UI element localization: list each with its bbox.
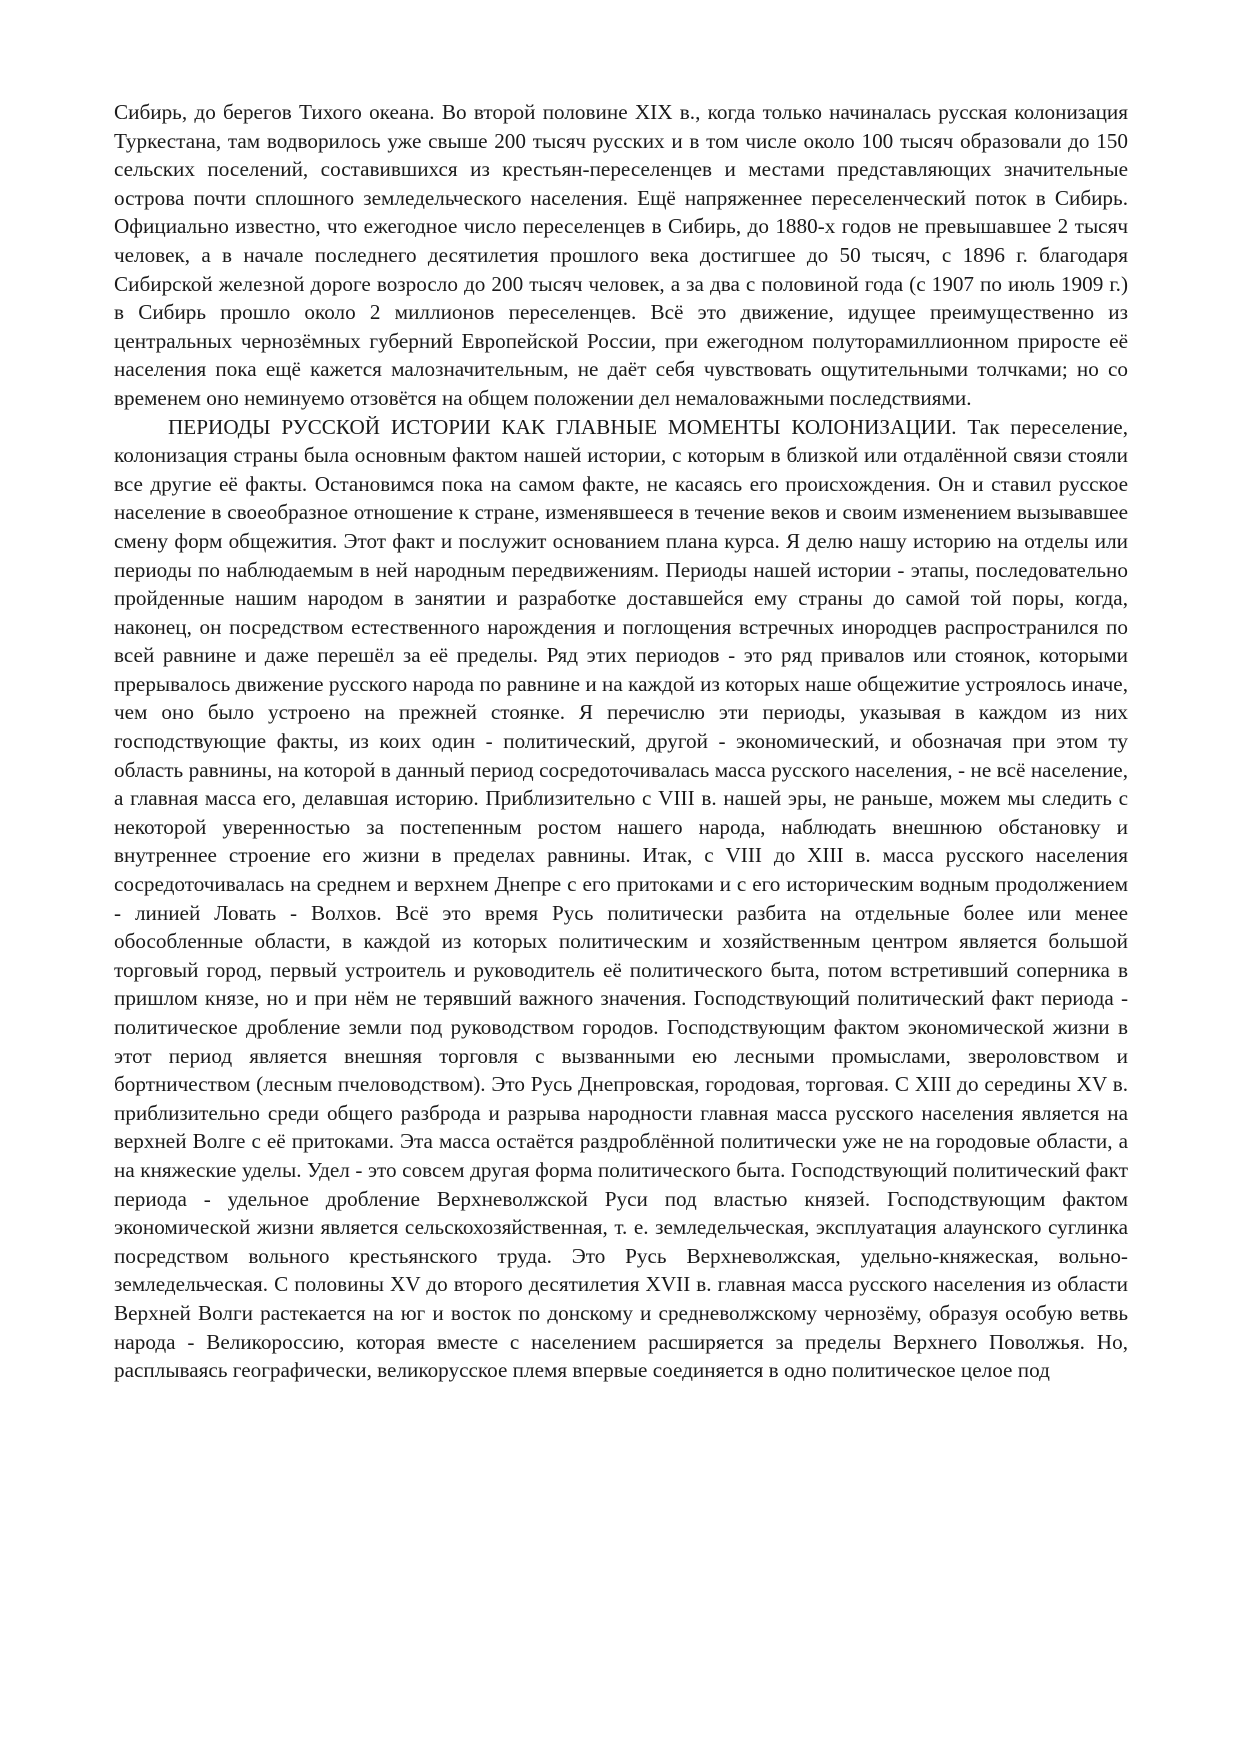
document-page (114, 98, 1128, 1385)
paragraph-siberia-colonization: Сибирь, до берегов Тихого океана. Во второй половине XIX в., когда только начиналась русская колонизация Туркестана, там водворилось уже свыше 200 тысяч русских и в том числе около 100 тысяч образовали до 150 сельских поселений, составившихся из крестьян-переселенцев и местами представляющих значительные острова почти сплошного земледельческого населения. Ещё напряженнее переселенческий поток в Сибирь. Официально известно, что ежегодное число переселенцев в Сибирь, до 1880-х годов не превышавшее 2 тысяч человек, а в начале последнего десятилетия прошлого века достигшее до 50 тысяч, с 1896 г. благодаря Сибирской железной дороге возросло до 200 тысяч человек, а за два с половиной года (с 1907 по июль 1909 г.) в Сибирь прошло около 2 миллионов переселенцев. Всё это движение, идущее преимущественно из центральных чернозёмных губерний Европейской России, при ежегодном полуторамиллионном приросте её населения пока ещё кажется малозначительным, не даёт себя чувствовать ощутительными толчками; но со временем оно неминуемо отзовётся на общем положении дел немаловажными последствиями. (114, 100, 1128, 410)
paragraph-periods-of-history: ПЕРИОДЫ РУССКОЙ ИСТОРИИ КАК ГЛАВНЫЕ МОМЕНТЫ КОЛОНИЗАЦИИ. Так переселение, колонизация страны была основным фактом нашей истории, с которым в близкой или отдалённой связи стояли все другие её факты. Остановимся пока на самом факте, не касаясь его происхождения. Он и ставил русское население в своеобразное отношение к стране, изменявшееся в течение веков и своим изменением вызывавшее смену форм общежития. Этот факт и послужит основанием плана курса. Я делю нашу историю на отделы или периоды по наблюдаемым в ней народным передвижениям. Периоды нашей истории - этапы, последовательно пройденные нашим народом в занятии и разработке доставшейся ему страны до самой той поры, когда, наконец, он посредством естественного нарождения и поглощения встречных инородцев распространился по всей равнине и даже перешёл за её пределы. Ряд этих периодов - это ряд привалов или стоянок, которыми прерывалось движение русского народа по равнине и на каждой из которых наше общежитие устроялось иначе, чем оно было устроено на прежней стоянке. Я перечислю эти периоды, указывая в каждом из них господствующие факты, из коих один - политический, другой - экономический, и обозначая при этом ту область равнины, на которой в данный период сосредоточивалась масса русского населения, - не всё население, а главная масса его, делавшая историю. Приблизительно с VIII в. нашей эры, не раньше, можем мы следить с некоторой уверенностью за постепенным ростом нашего народа, наблюдать внешнюю обстановку и внутреннее строение его жизни в пределах равнины. Итак, с VIII до XIII в. масса русского населения сосредоточивалась на среднем и верхнем Днепре с его притоками и с его историческим водным продолжением - линией Ловать - Волхов. Всё это время Русь политически разбита на отдельные более или менее обособленные области, в каждой из которых политическим и хозяйственным центром является большой торговый город, первый устроитель и руководитель её политического быта, потом встретивший соперника в пришлом князе, но и при нём не терявший важного значения. Господствующий политический факт периода - политическое дробление земли под руководством городов. Господствующим фактом экономической жизни в этот период является внешняя торговля с вызванными ею лесными промыслами, звероловством и бортничеством (лесным пчеловодством). Это Русь Днепровская, городовая, торговая. С XIII до середины XV в. приблизительно среди общего разброда и разрыва народности главная масса русского населения является на верхней Волге с её притоками. Эта масса остаётся раздроблённой политически уже не на городовые области, а на княжеские уделы. Удел - это совсем другая форма политического быта. Господствующий политический факт периода - удельное дробление Верхневолжской Руси под властью князей. Господствующим фактом экономической жизни является сельскохозяйственная, т. е. земледельческая, эксплуатация алаунского суглинка посредством вольного крестьянского труда. Это Русь Верхневолжская, удельно-княжеская, вольно-земледельческая. С половины XV до второго десятилетия XVII в. главная масса русского населения из области Верхней Волги растекается на юг и восток по донскому и средневолжскому чернозёму, образуя особую ветвь народа - Великороссию, которая вместе с населением расширяется за пределы Верхнего Поволжья. Но, расплываясь географически, великорусское племя впервые соединяется в одно политическое целое под (114, 414, 1128, 1383)
